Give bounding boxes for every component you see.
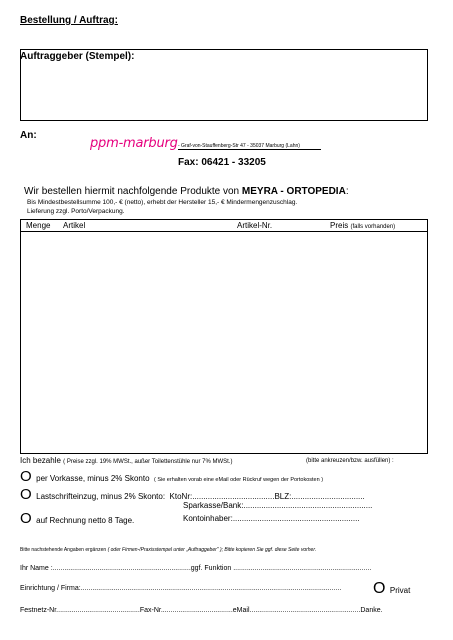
page-title: Bestellung / Auftrag: (20, 15, 118, 26)
fax-field[interactable]: Fax-Nr..................................... (139, 607, 233, 614)
option-rechnung[interactable]: O auf Rechnung netto 8 Tage. (20, 510, 135, 527)
email-field[interactable]: eMail......................................................... (232, 607, 361, 614)
ppm-marburg-logo: ppm-marburg (90, 136, 178, 151)
ihr-name-field[interactable]: Ihr Name :....................................................................... (20, 565, 191, 572)
column-preis: Preis (falls vorhanden) (330, 221, 396, 230)
danke-text: Danke. (360, 607, 383, 614)
option-lastschrift[interactable]: O Lastschrifteinzug, minus 2% Skonto: KtoNr:.....................................BLZ:................................. (20, 486, 365, 503)
kto-field[interactable]: KtoNr:..................................... (169, 492, 275, 501)
vorkasse-radio[interactable]: O (20, 468, 32, 485)
column-artikel-nr: Artikel-Nr. (237, 221, 273, 230)
lastschrift-radio[interactable]: O (20, 486, 32, 503)
order-table-box[interactable] (20, 219, 428, 454)
footer-note: Bitte nachstehende Angaben ergänzen ( oder Firmen-/Praxisstempel unter „Auftraggeber" ); Bitte kopieren Sie ggf. diese Seite vorher. (20, 547, 317, 553)
sparkasse-field[interactable]: Sparkasse/Bank:.......................................................... (183, 501, 373, 510)
address-underline (178, 149, 321, 150)
order-intro: Wir bestellen hiermit nachfolgende Produkte von MEYRA - ORTOPEDIA: (24, 186, 349, 197)
einrichtung-field[interactable]: Einrichtung / Firma:...................................................................................................................................... (20, 585, 342, 592)
privat-option[interactable]: O Privat (373, 580, 411, 597)
shipping-note: Lieferung zzgl. Porto/Verpackung. (27, 208, 125, 215)
blz-field[interactable]: BLZ:................................. (274, 492, 365, 501)
recipient-fax: Fax: 06421 - 33205 (178, 157, 266, 168)
funktion-field[interactable]: ggf. Funktion ....................................................................... (190, 565, 372, 572)
contact-row (20, 607, 383, 614)
rechnung-radio[interactable]: O (20, 510, 32, 527)
column-artikel: Artikel (63, 221, 86, 230)
table-header-divider (20, 231, 428, 232)
kontoinhaber-field[interactable]: Kontoinhaber:......................................................... (183, 514, 360, 523)
payment-hint: (bitte ankreuzen/bzw. ausfüllen) : (306, 458, 394, 464)
festnetz-field[interactable]: Festnetz-Nr........................................... (20, 607, 140, 614)
name-row (20, 565, 371, 572)
column-menge: Menge (26, 221, 51, 230)
recipient-label: An: (20, 130, 37, 141)
privat-radio[interactable]: O (373, 580, 386, 597)
option-vorkasse[interactable]: O per Vorkasse, minus 2% Skonto ( Sie erhalten vorab eine eMail oder Rückruf wegen der Portokosten ) (20, 468, 324, 485)
payment-line: Ich bezahle ( Preise zzgl. 19% MWSt., außer Toilettenstühle nur 7% MWSt.) (20, 456, 233, 465)
recipient-address: - Graf-von-Stauffenberg-Str 47 - 35037 Marburg (Lahn) (178, 143, 300, 149)
minimum-order-note: Bis Mindestbestellsumme 100,- € (netto), erhebt der Hersteller 15,- € Mindermengenzuschlag. (27, 199, 298, 206)
client-label: Auftraggeber (Stempel): (20, 51, 135, 62)
